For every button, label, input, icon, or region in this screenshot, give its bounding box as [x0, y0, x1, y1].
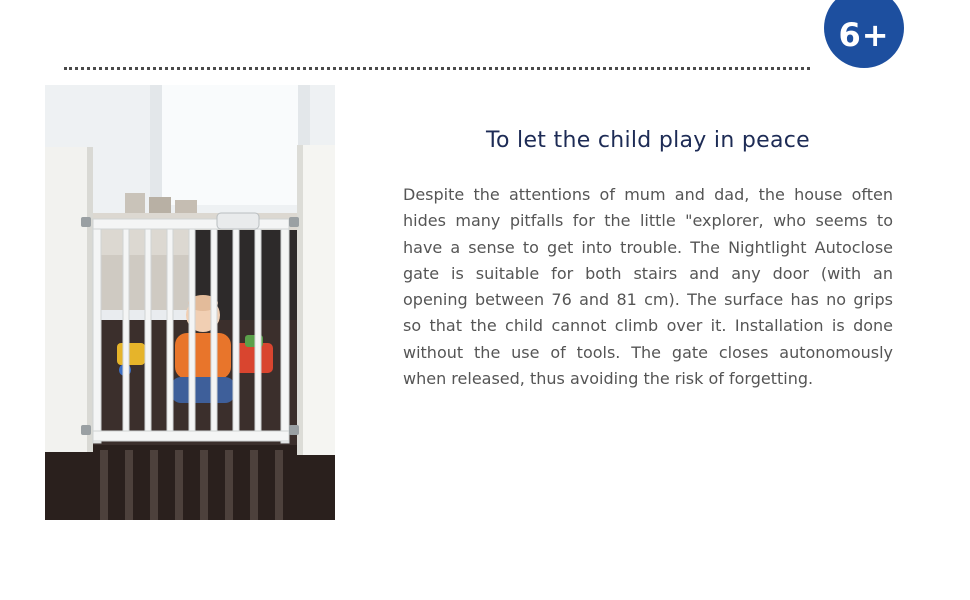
product-photo: [45, 85, 335, 520]
safety-gate-illustration: [45, 85, 335, 520]
age-badge-label: 6+: [838, 16, 890, 54]
section-body-text: Despite the attentions of mum and dad, the house often hides many pitfalls for the little "explorer, who seems to have a sense to get into trouble. The Nightlight Autoclose gate is suitable for both stairs and any door (with an opening between 76 and 81 cm). The surface has no grips so that the child cannot climb over it. Installation is done without the use of tools. The gate closes autonomously when released, thus avoiding the risk of forgetting.: [403, 185, 893, 389]
age-badge: [824, 0, 904, 68]
section-heading: To let the child play in peace: [486, 128, 810, 153]
dotted-divider: [64, 67, 810, 70]
